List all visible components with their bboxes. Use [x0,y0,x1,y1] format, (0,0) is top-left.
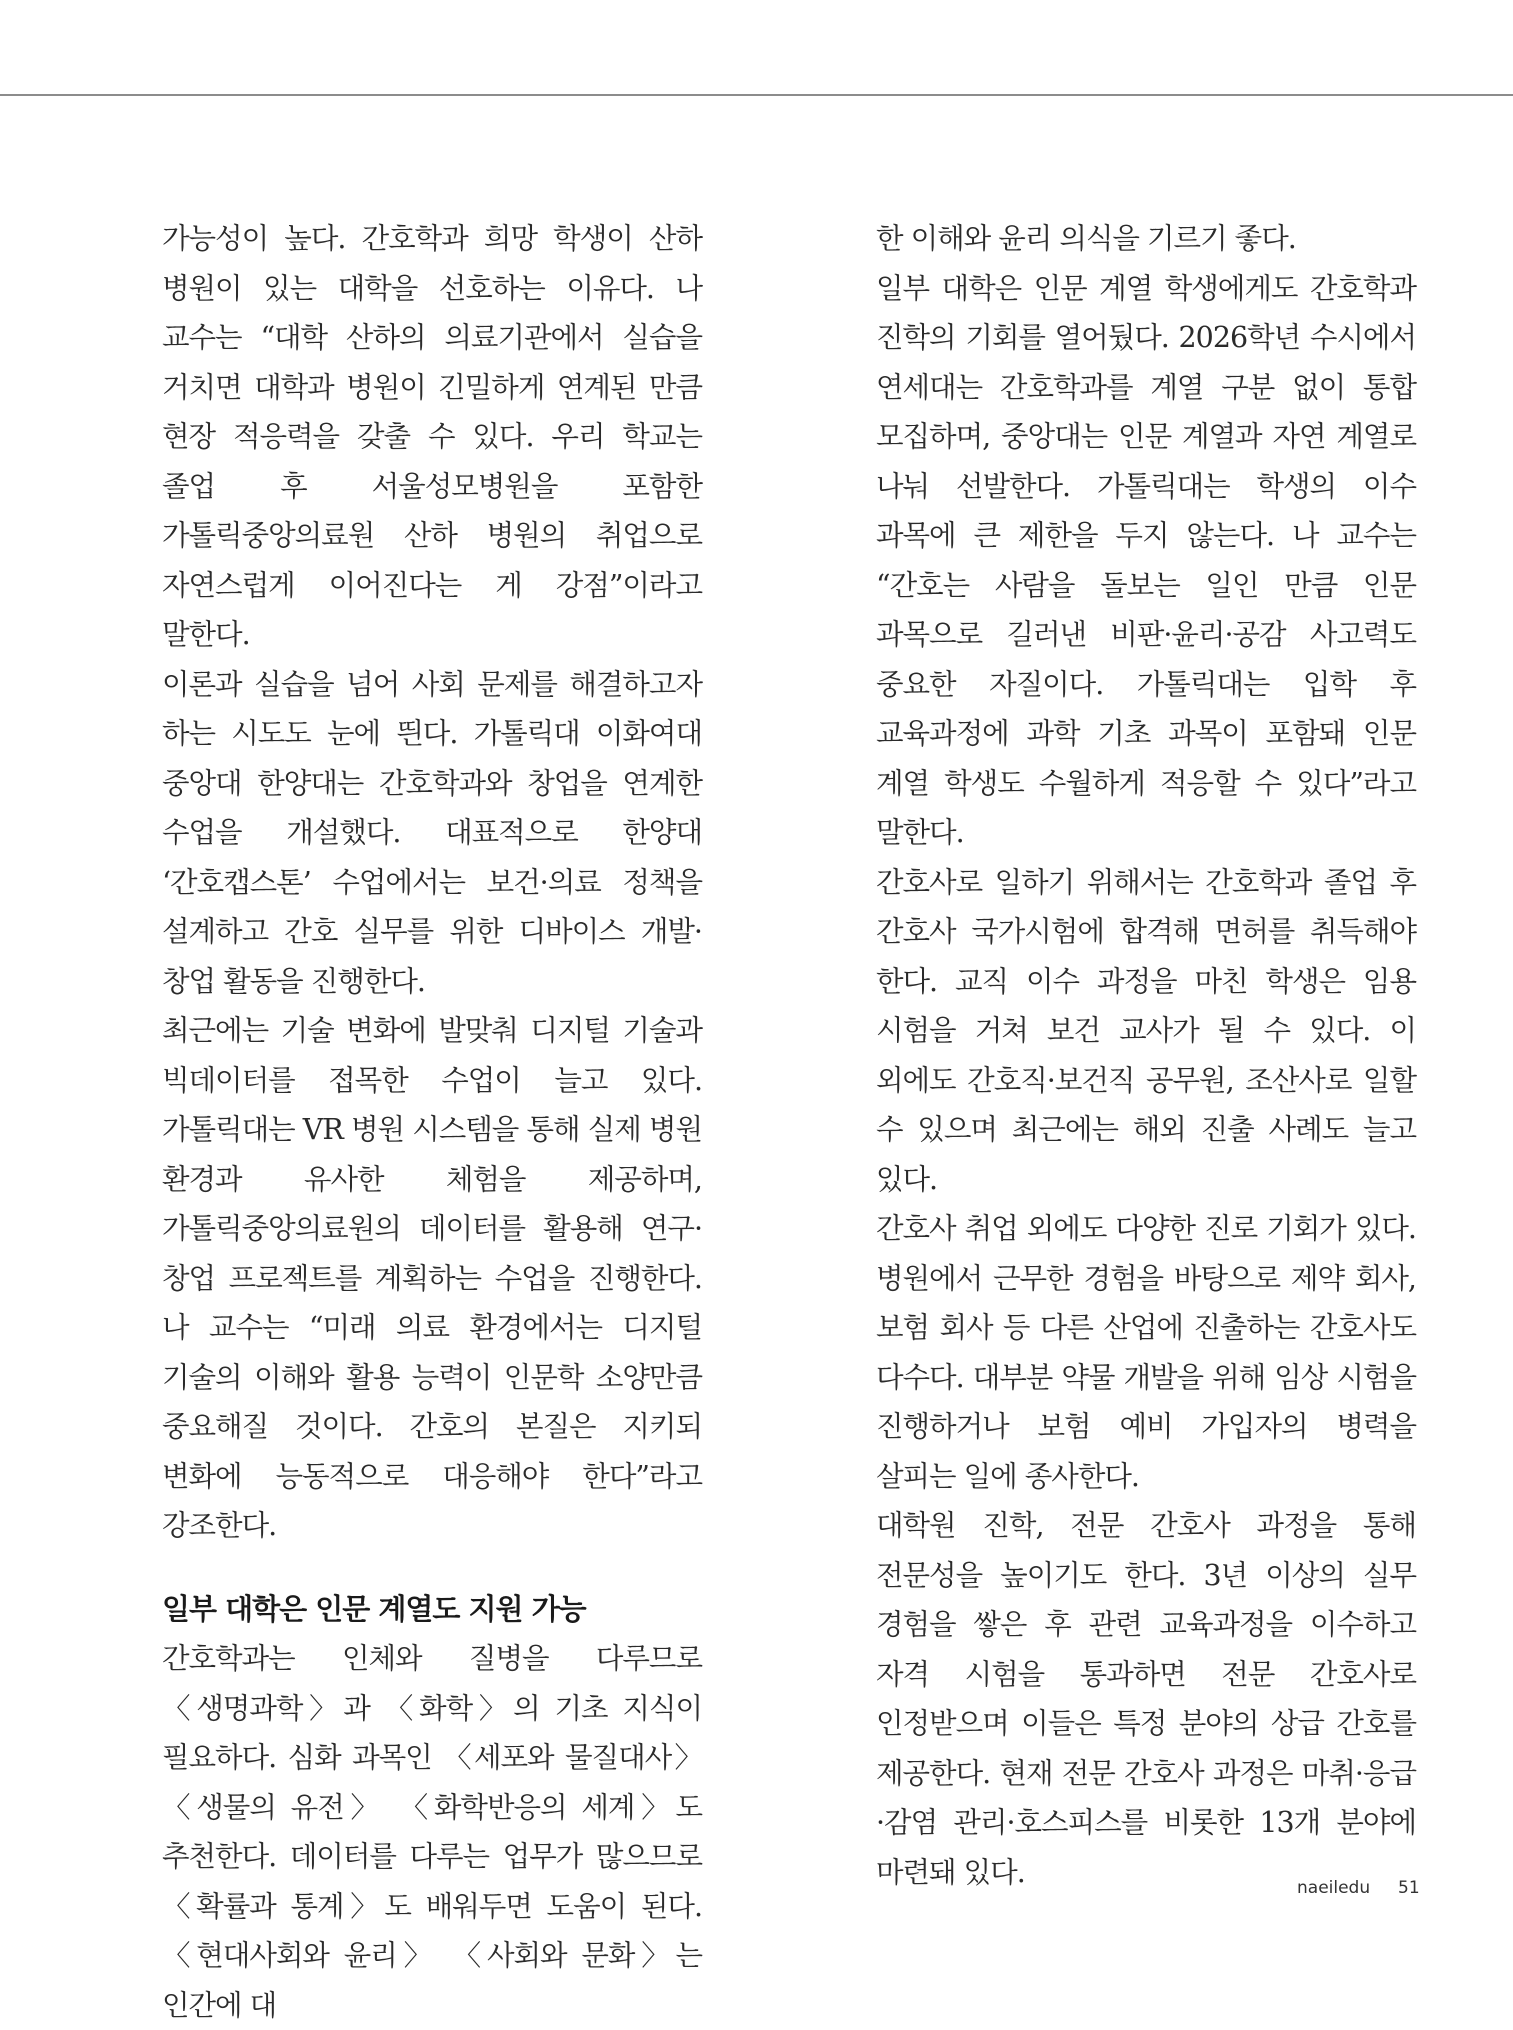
footer-brand: naeiledu [1297,1878,1371,1898]
header-rule [0,94,1513,96]
page-number: 51 [1398,1878,1420,1898]
body-paragraph: 가능성이 높다. 간호학과 희망 학생이 산하 병원이 있는 대학을 선호하는 이유다. 나 교수는 “대학 산하의 의료기관에서 실습을 거치면 대학과 병원이 긴밀하게 연계된 만큼 현장 적응력을 갖출 수 있다. 우리 학교는 졸업 후 서울성모병원을 포함한 가톨릭중앙의료원 산하 병원의 취업으로 자연스럽게 이어진다는 게 강점”이라고 말한다. [162,222,702,651]
body-paragraph: 간호학과는 인체와 질병을 다루므로 〈생명과학〉과 〈화학〉의 기초 지식이 필요하다. 심화 과목인 〈세포와 물질대사〉 〈생물의 유전〉 〈화학반응의 세계〉도 추천한다. 데이터를 다루는 업무가 많으므로 〈확률과 통계〉도 배워두면 도움이 된다. 〈현대사회와 윤리〉 〈사회와 문화〉는 인간에 대 [162,1642,702,2022]
left-column [162,214,702,2030]
body-paragraph: 대학원 진학, 전문 간호사 과정을 통해 전문성을 높이기도 한다. 3년 이상의 실무 경험을 쌓은 후 관련 교육과정을 이수하고 자격 시험을 통과하면 전문 간호사로 인정받으며 이들은 특정 분야의 상급 간호를 제공한다. 현재 전문 간호사 과정은 마취·응급·감염 관리·호스피스를 비롯한 13개 분야에 마련돼 있다. [876,1509,1416,1889]
body-paragraph: 일부 대학은 인문 계열 학생에게도 간호학과 진학의 기회를 열어뒀다. 2026학년 수시에서 연세대는 간호학과를 계열 구분 없이 통합 모집하며, 중앙대는 인문 계열과 자연 계열로 나눠 선발한다. 가톨릭대는 학생의 이수 과목에 큰 제한을 두지 않는다. 나 교수는 “간호는 사람을 돌보는 일인 만큼 인문 과목으로 길러낸 비판·윤리·공감 사고력도 중요한 자질이다. 가톨릭대는 입학 후 교육과정에 과학 기초 과목이 포함돼 인문 계열 학생도 수월하게 적응할 수 있다”라고 말한다. [876,271,1416,849]
body-paragraph: 간호사로 일하기 위해서는 간호학과 졸업 후 간호사 국가시험에 합격해 면허를 취득해야 한다. 교직 이수 과정을 마친 학생은 임용 시험을 거쳐 보건 교사가 될 수 있다. 이 외에도 간호직·보건직 공무원, 조산사로 일할 수 있으며 최근에는 해외 진출 사례도 늘고 있다. [876,865,1416,1196]
right-column [876,214,1416,1897]
section-heading: 일부 대학은 인문 계열도 지원 가능 [162,1591,586,1626]
body-paragraph: 최근에는 기술 변화에 발맞춰 디지털 기술과 빅데이터를 접목한 수업이 늘고 있다. 가톨릭대는 VR 병원 시스템을 통해 실제 병원 환경과 유사한 체험을 제공하며, 가톨릭중앙의료원의 데이터를 활용해 연구·창업 프로젝트를 계획하는 수업을 진행한다. 나 교수는 “미래 의료 환경에서는 디지털 기술의 이해와 활용 능력이 인문학 소양만큼 중요해질 것이다. 간호의 본질은 지키되 변화에 능동적으로 대응해야 한다”라고 강조한다. [162,1014,702,1542]
body-paragraph: 이론과 실습을 넘어 사회 문제를 해결하고자 하는 시도도 눈에 띈다. 가톨릭대 이화여대 중앙대 한양대는 간호학과와 창업을 연계한 수업을 개설했다. 대표적으로 한양대 ‘간호캡스톤’ 수업에서는 보건·의료 정책을 설계하고 간호 실무를 위한 디바이스 개발·창업 활동을 진행한다. [162,667,702,998]
body-paragraph: 한 이해와 윤리 의식을 기르기 좋다. [876,222,1296,255]
body-paragraph: 간호사 취업 외에도 다양한 진로 기회가 있다. 병원에서 근무한 경험을 바탕으로 제약 회사, 보험 회사 등 다른 산업에 진출하는 간호사도 다수다. 대부분 약물 개발을 위해 임상 시험을 진행하거나 보험 예비 가입자의 병력을 살피는 일에 종사한다. [876,1212,1416,1493]
